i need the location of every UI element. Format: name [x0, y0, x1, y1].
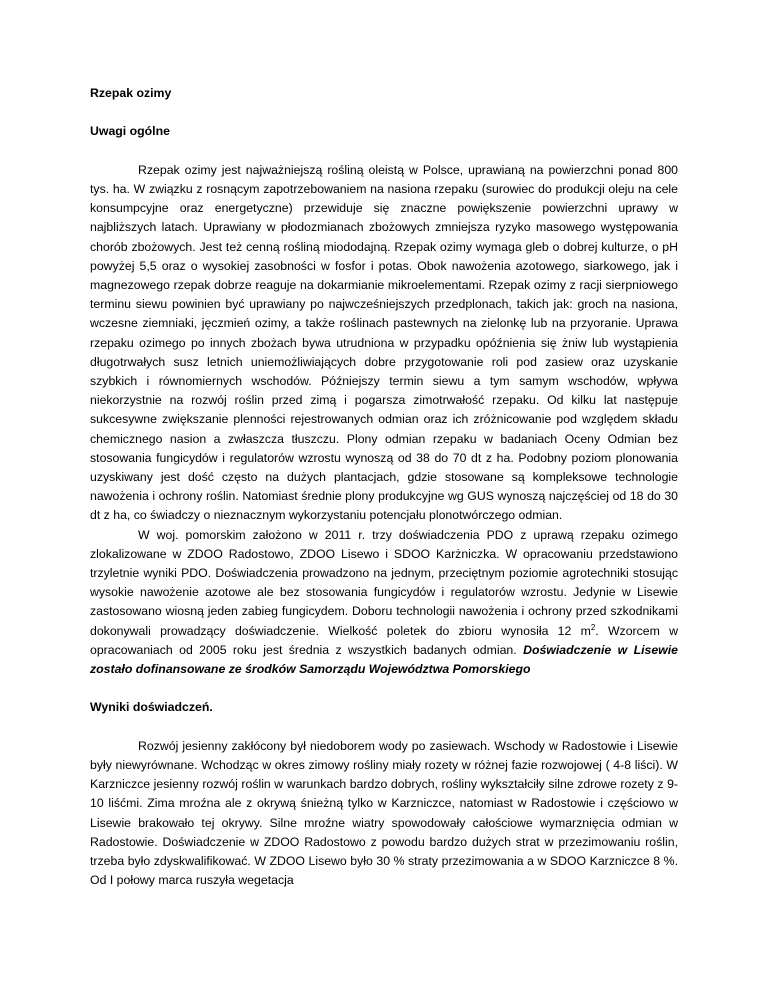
document-page	[90, 84, 678, 890]
section-heading-general: Uwagi ogólne	[90, 124, 170, 139]
funding-note: Doświadczenie w Lisewie zostało dofinansowane ze środków Samorządu Województwa Pomorskiego	[90, 642, 678, 677]
paragraph-results: Rozwój jesienny zakłócony był niedoborem wody po zasiewach. Wschody w Radostowie i Lisewie były niewyrównane. Wchodząc w okres zimowy rośliny miały rozety w różnej fazie rozwojowej ( 4-8 liści). W Karzniczce jesienny rozwój roślin w warunkach bardzo dobrych, rośliny wykształciły silne zdrowe rozety z 9-10 liśćmi. Zima mroźna ale z okrywą śnieżną tylko w Karzniczce, natomiast w Radostowie i częściowo w Lisewie brakowało tej okrywy. Silne mroźne wiatry spowodowały całościowe wymarznięcia odmian w Radostowie. Doświadczenie w ZDOO Radostowo z powodu bardzo dużych strat w przezimowaniu roślin, trzeba było zdyskwalifikować. W ZDOO Lisewo było 30 % straty przezimowania a w SDOO Karzniczce 8 %. Od I połowy marca ruszyła wegetacja	[90, 738, 678, 888]
paragraph-experiments	[90, 526, 678, 680]
area-unit-superscript: 2	[590, 622, 596, 632]
document-title: Rzepak ozimy	[90, 86, 172, 100]
paragraph-experiments-text: W woj. pomorskim założono w 2011 r. trzy doświadczenia PDO z uprawą rzepaku ozimego zlokalizowane w ZDOO Radostowo, ZDOO Lisewo i SDOO Karżniczka. W opracowaniu przedstawiono trzyletnie wyniki PDO. Doświadczenia prowadzono na jednym, przeciętnym poziomie agrotechniki stosując wysokie nawożenie azotowe ale bez stosowania fungicydów i regulatorów wzrostu. Jedynie w Lisewie zastosowano wiosną jeden zabieg fungicydem. Doboru technologii nawożenia i ochrony przed szkodnikami dokonywali prowadzący doświadczenie. Wielkość poletek do zbioru wynosiła 12 m	[90, 527, 678, 638]
paragraph-intro: Rzepak ozimy jest najważniejszą rośliną oleistą w Polsce, uprawianą na powierzchni ponad 800 tys. ha. W związku z rosnącym zapotrzebowaniem na nasiona rzepaku (surowiec do produkcji oleju na cele konsumpcyjne oraz energetyczne) przewiduje się znaczne powiększenie powierzchni uprawy w najbliższych latach. Uprawiany w płodozmianach zbożowych zmniejsza ryzyko masowego występowania chorób zbożowych. Jest też cenną rośliną miododajną. Rzepak ozimy wymaga gleb o dobrej kulturze, o pH powyżej 5,5 oraz o wysokiej zasobności w fosfor i potas. Obok nawożenia azotowego, siarkowego, jak i magnezowego rzepak dobrze reaguje na dokarmianie mikroelementami. Rzepak ozimy z racji sierpniowego terminu siewu powinien być uprawiany po najwcześniejszych przedplonach, takich jak: groch na nasiona, wczesne ziemniaki, jęczmień ozimy, a także roślinach pastewnych na zielonkę lub na przyoranie. Uprawa rzepaku ozimego po innych zbożach bywa utrudniona w przypadku opóźnienia się żniw lub wystąpienia długotrwałych susz letnich uniemożliwiających dobre przygotowanie roli pod zasiew oraz uzyskanie szybkich i równomiernych wschodów. Późniejszy termin siewu a tym samym wschodów, wpływa niekorzystnie na rozwój roślin przed zimą i pogarsza zimotrwałość rzepaku. Od kilku lat następuje sukcesywne zwiększanie plenności rejestrowanych odmian oraz ich zróżnicowanie pod względem składu chemicznego nasion a zwłaszcza tłuszczu. Plony odmian rzepaku w badaniach Oceny Odmian bez stosowania fungicydów i regulatorów wzrostu wynoszą od 38 do 70 dt z ha. Podobny poziom plonowania uzyskiwany jest dość często na dużych plantacjach, gdzie stosowane są kompleksowe technologie nawożenia i ochrony roślin. Natomiast średnie plony produkcyjne wg GUS wynoszą najczęściej od 18 do 30 dt z ha, co świadczy o nieznacznym wykorzystaniu potencjału plonotwórczego odmian.	[90, 162, 678, 523]
paragraph-experiments-tail: . Wzorcem w opracowaniach od 2005 roku jest średnia z wszystkich badanych odmian.	[90, 623, 678, 657]
section-heading-results: Wyniki doświadczeń.	[90, 700, 213, 715]
